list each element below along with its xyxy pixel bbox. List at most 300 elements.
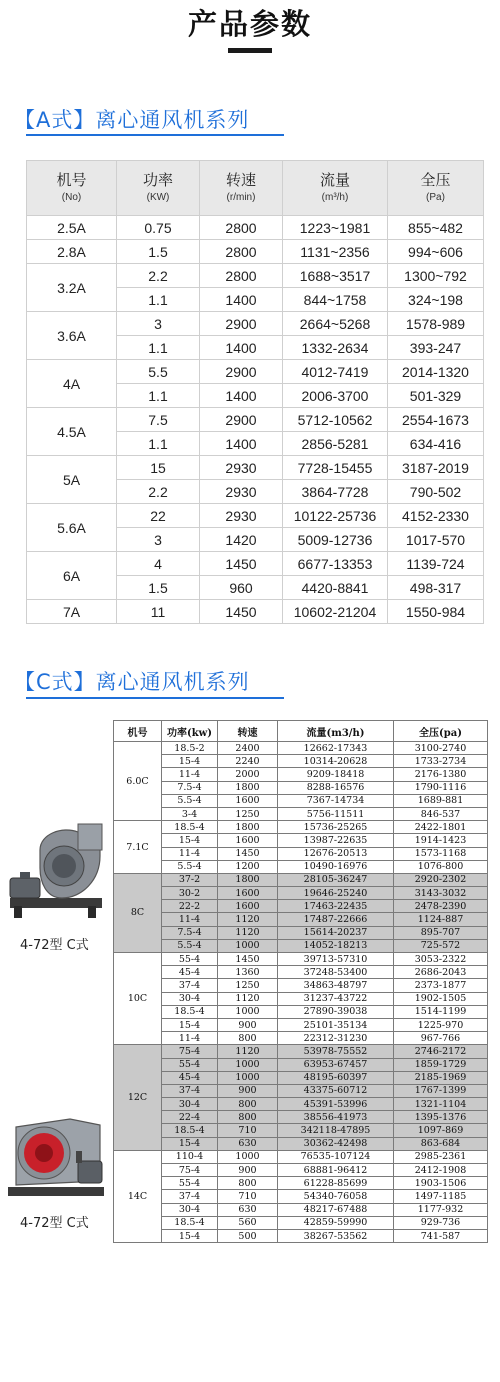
- table-cell: 4152-2330: [388, 504, 484, 528]
- header-unit: (No): [61, 192, 82, 204]
- table-row: [27, 312, 484, 336]
- table-cell: 1400: [200, 336, 283, 360]
- table-row: [114, 1032, 488, 1045]
- header-unit: (Pa): [426, 192, 445, 204]
- table-cell: 1076-800: [394, 860, 488, 873]
- table-cell: 5712-10562: [283, 408, 388, 432]
- fan-image-1: [0, 820, 112, 930]
- table-cell: 1903-1506: [394, 1177, 488, 1190]
- table-cell: 2900: [200, 360, 283, 384]
- table-cell: 1859-1729: [394, 1058, 488, 1071]
- model-cell: 6A: [27, 552, 117, 600]
- table-cell: 1600: [218, 834, 278, 847]
- table-cell: 1250: [218, 979, 278, 992]
- table-cell: 12676-20513: [278, 847, 394, 860]
- table-cell: 11-4: [162, 768, 218, 781]
- table-cell: 2920-2302: [394, 873, 488, 886]
- table-row: [27, 408, 484, 432]
- table-cell: 994~606: [388, 240, 484, 264]
- table-cell: 1360: [218, 966, 278, 979]
- table-cell: 15-4: [162, 755, 218, 768]
- table-row: [114, 821, 488, 834]
- table-cell: 11: [117, 600, 200, 624]
- table-row: [114, 873, 488, 886]
- table-cell: 501-329: [388, 384, 484, 408]
- header-label: 机号: [56, 172, 87, 190]
- table-cell: 61228-85699: [278, 1177, 394, 1190]
- table-cell: 1300~792: [388, 264, 484, 288]
- table-cell: 1767-1399: [394, 1084, 488, 1097]
- table-cell: 10602-21204: [283, 600, 388, 624]
- table-cell: 790-502: [388, 480, 484, 504]
- table-cell: 900: [218, 1164, 278, 1177]
- table-cell: 1000: [218, 1005, 278, 1018]
- table-cell: 22: [117, 504, 200, 528]
- table-cell: 1223~1981: [283, 216, 388, 240]
- table-row: [114, 1124, 488, 1137]
- table-cell: 30-2: [162, 887, 218, 900]
- table-cell: 741-587: [394, 1229, 488, 1242]
- table-row: [27, 600, 484, 624]
- table-cell: 498-317: [388, 576, 484, 600]
- table-cell: 1.1: [117, 288, 200, 312]
- table-cell: 11-4: [162, 1032, 218, 1045]
- table-cell: 1017-570: [388, 528, 484, 552]
- table-cell: 15-4: [162, 1229, 218, 1242]
- table-cell: 1139-724: [388, 552, 484, 576]
- table-cell: 1000: [218, 1071, 278, 1084]
- header-unit: (KW): [146, 192, 170, 204]
- table-cell: 1097-869: [394, 1124, 488, 1137]
- table-cell: 28105-36247: [278, 873, 394, 886]
- table-row: [114, 953, 488, 966]
- table-cell: 10122-25736: [283, 504, 388, 528]
- table-cell: 55-4: [162, 1177, 218, 1190]
- table-cell: 48195-60397: [278, 1071, 394, 1084]
- table-cell: 846-537: [394, 807, 488, 820]
- table-cell: 1450: [218, 953, 278, 966]
- table-cell: 2.2: [117, 264, 200, 288]
- table-cell: 2985-2361: [394, 1150, 488, 1163]
- table-cell: 38556-41973: [278, 1111, 394, 1124]
- table-cell: 929-736: [394, 1216, 488, 1229]
- table-cell: 7728-15455: [283, 456, 388, 480]
- table-row: [114, 768, 488, 781]
- table-cell: 2900: [200, 408, 283, 432]
- table-cell: 2930: [200, 504, 283, 528]
- header-label: 流量: [319, 172, 350, 190]
- model-cell: 3.2A: [27, 264, 117, 312]
- table-row: [114, 1177, 488, 1190]
- model-cell: 6.0C: [114, 742, 162, 821]
- table-row: [114, 992, 488, 1005]
- table-cell: 43375-60712: [278, 1084, 394, 1097]
- table-cell: 1.5: [117, 240, 200, 264]
- table-cell: 1120: [218, 913, 278, 926]
- table-c-header-cell: 转速: [218, 721, 278, 742]
- table-cell: 2856-5281: [283, 432, 388, 456]
- table-cell: 30-4: [162, 992, 218, 1005]
- table-a-header-row: [27, 161, 484, 216]
- table-cell: 1800: [218, 873, 278, 886]
- page-title: 产品参数: [187, 7, 312, 41]
- table-cell: 18.5-4: [162, 1005, 218, 1018]
- table-cell: 38267-53562: [278, 1229, 394, 1242]
- table-cell: 18.5-4: [162, 1216, 218, 1229]
- table-cell: 5.5-4: [162, 939, 218, 952]
- table-cell: 3187-2019: [388, 456, 484, 480]
- title-underline: [228, 48, 272, 53]
- table-cell: 10314-20628: [278, 755, 394, 768]
- table-cell: 2900: [200, 312, 283, 336]
- table-cell: 45-4: [162, 966, 218, 979]
- table-cell: 37-4: [162, 979, 218, 992]
- table-a-header-cell: [27, 161, 117, 216]
- table-cell: 1573-1168: [394, 847, 488, 860]
- table-cell: 1120: [218, 1045, 278, 1058]
- table-cell: 1800: [218, 821, 278, 834]
- table-cell: 55-4: [162, 953, 218, 966]
- model-cell: 7A: [27, 600, 117, 624]
- table-cell: 75-4: [162, 1164, 218, 1177]
- table-cell: 8288-16576: [278, 781, 394, 794]
- table-row: [114, 742, 488, 755]
- table-cell: 800: [218, 1111, 278, 1124]
- table-cell: 1000: [218, 939, 278, 952]
- table-cell: 2006-3700: [283, 384, 388, 408]
- table-cell: 3-4: [162, 807, 218, 820]
- table-cell: 37-4: [162, 1084, 218, 1097]
- table-cell: 2412-1908: [394, 1164, 488, 1177]
- table-row: [114, 1190, 488, 1203]
- table-row: [114, 1229, 488, 1242]
- table-cell: 2800: [200, 216, 283, 240]
- table-a-header-cell: [200, 161, 283, 216]
- table-cell: 55-4: [162, 1058, 218, 1071]
- table-cell: 3100-2740: [394, 742, 488, 755]
- table-cell: 800: [218, 1032, 278, 1045]
- table-cell: 53978-75552: [278, 1045, 394, 1058]
- table-cell: 2185-1969: [394, 1071, 488, 1084]
- table-cell: 710: [218, 1124, 278, 1137]
- table-row: [114, 1005, 488, 1018]
- table-cell: 1514-1199: [394, 1005, 488, 1018]
- table-row: [114, 1045, 488, 1058]
- table-cell: 1131~2356: [283, 240, 388, 264]
- table-cell: 710: [218, 1190, 278, 1203]
- table-cell: 5756-11511: [278, 807, 394, 820]
- table-cell: 2422-1801: [394, 821, 488, 834]
- table-cell: 900: [218, 1084, 278, 1097]
- table-row: [27, 504, 484, 528]
- table-cell: 967-766: [394, 1032, 488, 1045]
- table-c-header-row: [114, 721, 488, 742]
- table-cell: 22-2: [162, 900, 218, 913]
- table-c-header-cell: 全压(pa): [394, 721, 488, 742]
- table-cell: 2930: [200, 456, 283, 480]
- table-row: [114, 966, 488, 979]
- table-row: [114, 913, 488, 926]
- table-row: [114, 847, 488, 860]
- table-cell: 13987-22635: [278, 834, 394, 847]
- header-label: 转速: [225, 172, 256, 190]
- table-cell: 2930: [200, 480, 283, 504]
- table-cell: 1177-932: [394, 1203, 488, 1216]
- table-cell: 30362-42498: [278, 1137, 394, 1150]
- table-row: [114, 1203, 488, 1216]
- table-cell: 5.5: [117, 360, 200, 384]
- table-cell: 1420: [200, 528, 283, 552]
- table-cell: 630: [218, 1203, 278, 1216]
- table-row: [114, 1058, 488, 1071]
- table-c-series: [113, 720, 488, 1243]
- table-cell: 31237-43722: [278, 992, 394, 1005]
- table-cell: 1450: [200, 600, 283, 624]
- table-cell: 855~482: [388, 216, 484, 240]
- table-cell: 1000: [218, 1150, 278, 1163]
- table-cell: 2240: [218, 755, 278, 768]
- table-cell: 1689-881: [394, 794, 488, 807]
- table-row: [114, 887, 488, 900]
- table-cell: 1450: [218, 847, 278, 860]
- table-cell: 4012-7419: [283, 360, 388, 384]
- table-cell: 900: [218, 1018, 278, 1031]
- table-cell: 5.5-4: [162, 794, 218, 807]
- table-row: [114, 794, 488, 807]
- table-a-header-cell: [388, 161, 484, 216]
- table-cell: 800: [218, 1177, 278, 1190]
- table-row: [114, 1164, 488, 1177]
- table-cell: 7.5-4: [162, 926, 218, 939]
- table-cell: 1400: [200, 384, 283, 408]
- table-cell: 1800: [218, 781, 278, 794]
- table-row: [114, 979, 488, 992]
- fan-caption-2: 4-72型 C式: [20, 1216, 89, 1231]
- table-cell: 7.5-4: [162, 781, 218, 794]
- table-cell: 1578-989: [388, 312, 484, 336]
- table-cell: 37248-53400: [278, 966, 394, 979]
- table-cell: 1914-1423: [394, 834, 488, 847]
- table-row: [27, 456, 484, 480]
- model-cell: 2.8A: [27, 240, 117, 264]
- table-cell: 1688~3517: [283, 264, 388, 288]
- table-cell: 342118-47895: [278, 1124, 394, 1137]
- table-c-header-cell: 机号: [114, 721, 162, 742]
- table-row: [114, 807, 488, 820]
- table-cell: 895-707: [394, 926, 488, 939]
- table-a-series: [26, 160, 484, 624]
- table-cell: 1.5: [117, 576, 200, 600]
- table-cell: 11-4: [162, 913, 218, 926]
- table-cell: 15614-20237: [278, 926, 394, 939]
- table-cell: 39713-57310: [278, 953, 394, 966]
- table-cell: 18.5-2: [162, 742, 218, 755]
- table-cell: 960: [200, 576, 283, 600]
- table-cell: 2400: [218, 742, 278, 755]
- model-cell: 3.6A: [27, 312, 117, 360]
- table-cell: 1450: [200, 552, 283, 576]
- table-cell: 45-4: [162, 1071, 218, 1084]
- table-row: [27, 360, 484, 384]
- table-cell: 1902-1505: [394, 992, 488, 1005]
- table-row: [114, 1137, 488, 1150]
- section-a-title: 【A式】离心通风机系列: [14, 108, 250, 132]
- table-cell: 1225-970: [394, 1018, 488, 1031]
- table-row: [27, 216, 484, 240]
- table-cell: 2014-1320: [388, 360, 484, 384]
- table-cell: 7.5: [117, 408, 200, 432]
- table-cell: 22312-31230: [278, 1032, 394, 1045]
- table-cell: 3143-3032: [394, 887, 488, 900]
- table-cell: 2746-2172: [394, 1045, 488, 1058]
- table-cell: 2.2: [117, 480, 200, 504]
- table-cell: 15-4: [162, 834, 218, 847]
- table-cell: 1395-1376: [394, 1111, 488, 1124]
- section-a-underline: [26, 134, 284, 136]
- table-cell: 3: [117, 528, 200, 552]
- table-cell: 324~198: [388, 288, 484, 312]
- table-cell: 1.1: [117, 384, 200, 408]
- model-cell: 12C: [114, 1045, 162, 1151]
- table-row: [114, 1071, 488, 1084]
- table-row: [27, 240, 484, 264]
- table-cell: 34863-48797: [278, 979, 394, 992]
- table-cell: 2686-2043: [394, 966, 488, 979]
- header-label: 功率: [142, 172, 173, 190]
- table-cell: 15-4: [162, 1137, 218, 1150]
- table-cell: 1790-1116: [394, 781, 488, 794]
- table-row: [114, 860, 488, 873]
- model-cell: 5.6A: [27, 504, 117, 552]
- table-cell: 68881-96412: [278, 1164, 394, 1177]
- table-cell: 3864-7728: [283, 480, 388, 504]
- table-cell: 1332-2634: [283, 336, 388, 360]
- table-cell: 1000: [218, 1058, 278, 1071]
- table-cell: 30-4: [162, 1203, 218, 1216]
- model-cell: 10C: [114, 953, 162, 1045]
- table-cell: 12662-17343: [278, 742, 394, 755]
- table-cell: 37-2: [162, 873, 218, 886]
- table-cell: 75-4: [162, 1045, 218, 1058]
- table-a-header-cell: [117, 161, 200, 216]
- table-cell: 2373-1877: [394, 979, 488, 992]
- table-cell: 2554-1673: [388, 408, 484, 432]
- table-row: [114, 1084, 488, 1097]
- header-unit: (r/min): [226, 192, 256, 204]
- table-cell: 725-572: [394, 939, 488, 952]
- table-row: [114, 1216, 488, 1229]
- table-cell: 1250: [218, 807, 278, 820]
- table-cell: 17463-22435: [278, 900, 394, 913]
- table-cell: 4: [117, 552, 200, 576]
- section-c-underline: [26, 697, 284, 699]
- table-cell: 45391-53996: [278, 1098, 394, 1111]
- table-cell: 1.1: [117, 336, 200, 360]
- table-cell: 1.1: [117, 432, 200, 456]
- fan-caption-1: 4-72型 C式: [20, 938, 89, 953]
- table-cell: 54340-76058: [278, 1190, 394, 1203]
- table-cell: 1600: [218, 900, 278, 913]
- table-cell: 1550-984: [388, 600, 484, 624]
- table-row: [114, 926, 488, 939]
- table-cell: 2800: [200, 264, 283, 288]
- table-cell: 10490-16976: [278, 860, 394, 873]
- table-row: [114, 755, 488, 768]
- table-cell: 3: [117, 312, 200, 336]
- table-cell: 22-4: [162, 1111, 218, 1124]
- table-cell: 2664~5268: [283, 312, 388, 336]
- table-cell: 4420-8841: [283, 576, 388, 600]
- table-cell: 630: [218, 1137, 278, 1150]
- table-c-header-cell: 流量(m3/h): [278, 721, 394, 742]
- table-row: [114, 939, 488, 952]
- table-cell: 5009-12736: [283, 528, 388, 552]
- table-cell: 1497-1185: [394, 1190, 488, 1203]
- table-cell: 25101-35134: [278, 1018, 394, 1031]
- table-row: [114, 1098, 488, 1111]
- table-cell: 1733-2734: [394, 755, 488, 768]
- model-cell: 7.1C: [114, 821, 162, 874]
- table-row: [114, 900, 488, 913]
- table-cell: 1400: [200, 288, 283, 312]
- table-cell: 27890-39038: [278, 1005, 394, 1018]
- table-cell: 3053-2322: [394, 953, 488, 966]
- table-cell: 110-4: [162, 1150, 218, 1163]
- table-cell: 500: [218, 1229, 278, 1242]
- table-cell: 844~1758: [283, 288, 388, 312]
- fan-image-2: [0, 1105, 112, 1207]
- table-cell: 18.5-4: [162, 1124, 218, 1137]
- table-cell: 393-247: [388, 336, 484, 360]
- header-unit: (m³/h): [321, 192, 349, 204]
- table-cell: 14052-18213: [278, 939, 394, 952]
- table-cell: 15-4: [162, 1018, 218, 1031]
- model-cell: 14C: [114, 1150, 162, 1242]
- table-row: [114, 834, 488, 847]
- table-cell: 42859-59990: [278, 1216, 394, 1229]
- table-cell: 634-416: [388, 432, 484, 456]
- model-cell: 2.5A: [27, 216, 117, 240]
- table-row: [114, 781, 488, 794]
- model-cell: 8C: [114, 873, 162, 952]
- table-cell: 863-684: [394, 1137, 488, 1150]
- table-cell: 15: [117, 456, 200, 480]
- table-cell: 2800: [200, 240, 283, 264]
- table-cell: 1321-1104: [394, 1098, 488, 1111]
- table-cell: 76535-107124: [278, 1150, 394, 1163]
- table-row: [114, 1150, 488, 1163]
- table-cell: 2478-2390: [394, 900, 488, 913]
- table-cell: 11-4: [162, 847, 218, 860]
- table-cell: 1600: [218, 794, 278, 807]
- table-cell: 5.5-4: [162, 860, 218, 873]
- table-row: [114, 1111, 488, 1124]
- table-row: [114, 1018, 488, 1031]
- table-cell: 63953-67457: [278, 1058, 394, 1071]
- table-cell: 1200: [218, 860, 278, 873]
- table-cell: 30-4: [162, 1098, 218, 1111]
- table-cell: 800: [218, 1098, 278, 1111]
- table-cell: 1400: [200, 432, 283, 456]
- table-cell: 37-4: [162, 1190, 218, 1203]
- table-cell: 2176-1380: [394, 768, 488, 781]
- table-cell: 48217-67488: [278, 1203, 394, 1216]
- table-cell: 9209-18418: [278, 768, 394, 781]
- table-cell: 19646-25240: [278, 887, 394, 900]
- table-cell: 0.75: [117, 216, 200, 240]
- table-cell: 15736-25265: [278, 821, 394, 834]
- model-cell: 4.5A: [27, 408, 117, 456]
